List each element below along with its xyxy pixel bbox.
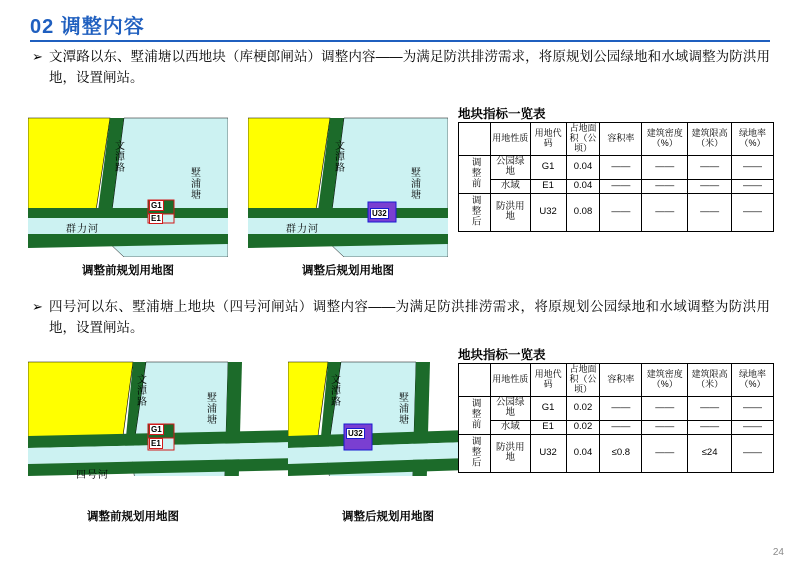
bullet-paragraph-1 [32,47,770,89]
cell-density: —— [642,179,688,193]
cell-area: 0.04 [566,434,600,472]
cell-code: E1 [530,179,566,193]
table-1-col-2: 用地代码 [530,123,566,156]
label-canal-row2-after: 墅浦塘 [396,392,408,425]
map-row2-before [28,358,298,506]
cell-code: U32 [530,434,566,472]
table-2 [458,363,774,473]
table-2-col-2: 用地代码 [530,364,566,397]
cell-density: —— [642,420,688,434]
cell-density: —— [642,434,688,472]
cell-nature: 公园绿地 [490,396,530,420]
map-row1-before [28,112,228,257]
table-2-col-6: 建筑限高（米） [688,364,732,397]
cell-area: 0.02 [566,396,600,420]
cell-green: —— [732,179,774,193]
table-1 [458,122,774,232]
map-row1-after [248,112,448,257]
table-2-col-1: 用地性质 [490,364,530,397]
table-2-col-3: 占地面积（公顷） [566,364,600,397]
cell-height: —— [688,396,732,420]
cell-area: 0.08 [566,193,600,231]
cell-height: ≤24 [688,434,732,472]
table-row [459,396,774,420]
cell-green: —— [732,420,774,434]
label-canal-row2-before: 墅浦塘 [204,392,216,425]
label-river-row2-before: 四号河 [76,470,109,481]
cell-green: —— [732,396,774,420]
cell-far: —— [600,155,642,179]
label-canal-row1-after: 墅浦塘 [408,167,420,200]
bullet-paragraph-2 [32,297,770,339]
tag-e1-row2-before: E1 [151,439,161,448]
cell-nature: 水域 [490,179,530,193]
page-title: 02 调整内容 [30,16,145,38]
caption-row1-after: 调整后规划用地图 [302,265,394,277]
map-row2-after [288,358,468,506]
cell-area: 0.04 [566,155,600,179]
table-1-col-6: 建筑限高（米） [688,123,732,156]
table-2-header-row [459,364,774,397]
label-river-row1-after: 群力河 [286,224,319,235]
map-row2-after-svg [288,358,468,506]
cell-height: —— [688,179,732,193]
table-1-col-7: 绿地率（%） [732,123,774,156]
table-2-col-7: 绿地率（%） [732,364,774,397]
cell-far: —— [600,396,642,420]
table-row [459,434,774,472]
cell-code: G1 [530,396,566,420]
page-number: 24 [772,547,784,558]
table-2-group-label-after: 调整后 [459,434,491,472]
table-1-col-0 [459,123,491,156]
caption-row2-before: 调整前规划用地图 [87,511,179,523]
label-canal-row1-before: 墅浦塘 [188,167,200,200]
figure-row2-after [288,358,468,523]
cell-height: —— [688,155,732,179]
cell-nature: 防洪用地 [490,434,530,472]
cell-density: —— [642,155,688,179]
table-row [459,179,774,193]
cell-area: 0.04 [566,179,600,193]
bullet-text-2: 四号河以东、墅浦塘上地块（四号河闸站）调整内容——为满足防洪排涝需求，将原规划公园绿地和水域调整为防洪用地，设置闸站。 [49,299,770,335]
table-2-col-0 [459,364,491,397]
table-1-col-3: 占地面积（公顷） [566,123,600,156]
table-1-col-5: 建筑密度（%） [642,123,688,156]
header-divider [30,40,770,42]
cell-density: —— [642,193,688,231]
label-road-row1-after: 文潭路 [332,140,344,173]
table-row [459,193,774,231]
cell-code: U32 [530,193,566,231]
tag-g1-row1-before: G1 [151,201,162,210]
table-row [459,420,774,434]
cell-code: E1 [530,420,566,434]
table-1-col-4: 容积率 [600,123,642,156]
cell-area: 0.02 [566,420,600,434]
tag-e1-row1-before: E1 [151,214,161,223]
table-1-group-label-before: 调整前 [459,155,491,193]
table-2-col-4: 容积率 [600,364,642,397]
table-1-header-row [459,123,774,156]
tag-u32-row2-after: U32 [348,429,363,438]
bullet-marker-icon: ➢ [32,49,43,64]
cell-far: —— [600,179,642,193]
label-road-row2-before: 文潭路 [134,374,146,407]
figure-row1-after [248,112,448,277]
bullet-text-1: 文潭路以东、墅浦塘以西地块（库梗郎闸站）调整内容——为满足防洪排涝需求，将原规划公园绿地和水域调整为防洪用地，设置闸站。 [49,49,770,85]
cell-nature: 水域 [490,420,530,434]
table-1-col-1: 用地性质 [490,123,530,156]
cell-nature: 防洪用地 [490,193,530,231]
bullet-marker-icon-2: ➢ [32,299,43,314]
cell-green: —— [732,155,774,179]
figure-row1-before [28,112,228,277]
table-2-title: 地块指标一览表 [458,348,546,362]
cell-code: G1 [530,155,566,179]
tag-g1-row2-before: G1 [151,425,162,434]
label-road-row1-before: 文潭路 [112,140,124,173]
label-river-row1-before: 群力河 [66,224,99,235]
cell-nature: 公园绿地 [490,155,530,179]
cell-far: ≤0.8 [600,434,642,472]
caption-row1-before: 调整前规划用地图 [82,265,174,277]
table-row [459,155,774,179]
caption-row2-after: 调整后规划用地图 [342,511,434,523]
cell-far: —— [600,420,642,434]
cell-green: —— [732,193,774,231]
label-road-row2-after: 文潭路 [328,374,340,407]
table-2-col-5: 建筑密度（%） [642,364,688,397]
tag-u32-row1-after: U32 [372,209,387,218]
table-2-group-label-before: 调整前 [459,396,491,434]
cell-density: —— [642,396,688,420]
cell-far: —— [600,193,642,231]
cell-height: —— [688,420,732,434]
table-1-title: 地块指标一览表 [458,107,546,121]
cell-green: —— [732,434,774,472]
slide-header [30,10,770,39]
table-1-group-label-after: 调整后 [459,193,491,231]
cell-height: —— [688,193,732,231]
figure-row2-before [28,358,298,523]
